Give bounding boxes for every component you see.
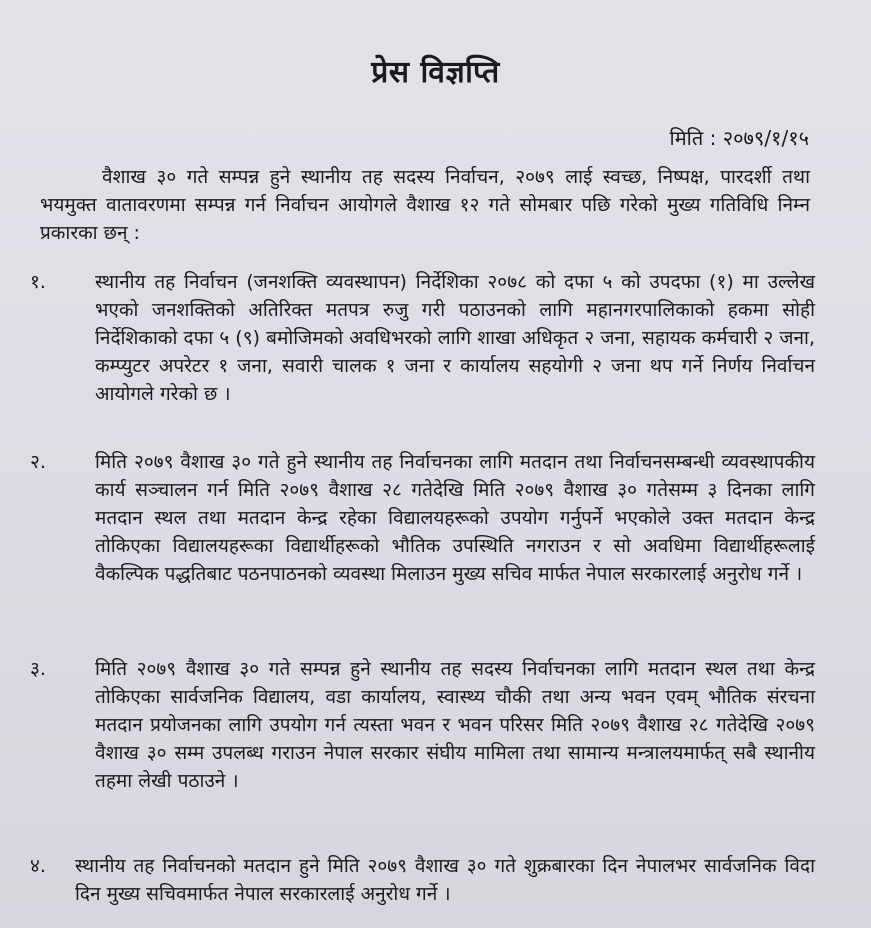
item-number: १.	[30, 271, 46, 293]
list-item	[30, 448, 815, 588]
item-text: स्थानीय तह निर्वाचनको मतदान हुने मिति २०७९ वैशाख ३० गते शुक्रबारका दिन नेपालभर सार्वजनिक विदा दिन मुख्य सचिवमार्फत नेपाल सरकारलाई अनुरोध गर्ने ।	[75, 855, 815, 905]
item-number: ४.	[30, 855, 46, 877]
document-title: प्रेस विज्ञप्ति	[371, 55, 500, 90]
list-item	[30, 268, 815, 408]
item-number: ३.	[30, 658, 46, 680]
item-text: स्थानीय तह निर्वाचन (जनशक्ति व्यवस्थापन) निर्देशिका २०७८ को दफा ५ को उपदफा (१) मा उल्लेख भएको जनशक्तिको अतिरिक्त मतपत्र रुजु गरी पठाउनको लागि महानगरपालिकाको हकमा सोही निर्देशिकाको दफा ५ (९) बमोजिमको अवधिभरको लागि शाखा अधिकृत २ जना, सहायक कर्मचारी २ जना, कम्प्युटर अपरेटर १ जना, सवारी चालक १ जना र कार्यालय सहयोगी २ जना थप गर्ने निर्णय निर्वाचन आयोगले गरेको छ ।	[95, 271, 815, 405]
item-text: मिति २०७९ वैशाख ३० गते सम्पन्न हुने स्थानीय तह सदस्य निर्वाचनका लागि मतदान स्थल तथा केन्द्र तोकिएका सार्वजनिक विद्यालय, वडा कार्यालय, स्वास्थ्य चौकी तथा अन्य भवन एवम् भौतिक संरचना मतदान प्रयोजनका लागि उपयोग गर्न त्यस्ता भवन र भवन परिसर मिति २०७९ वैशाख २८ गतेदेखि २०७९ वैशाख ३० सम्म उपलब्ध गराउन नेपाल सरकार संघीय मामिला तथा सामान्य मन्त्रालयमार्फत् सबै स्थानीय तहमा लेखी पठाउने ।	[95, 658, 815, 792]
intro-paragraph: वैशाख ३० गते सम्पन्न हुने स्थानीय तह सदस्य निर्वाचन, २०७९ लाई स्वच्छ, निष्पक्ष, पारदर्शी तथा भयमुक्त वातावरणमा सम्पन्न गर्न निर्वाचन आयोगले वैशाख १२ गते सोमबार पछि गरेको मुख्य गतिविधि निम्न प्रकारका छन् :	[40, 166, 810, 244]
item-number: २.	[30, 451, 46, 473]
document-date: मिति : २०७९/१/१५	[669, 126, 809, 150]
list-item	[30, 655, 815, 795]
list-item	[30, 852, 815, 908]
item-text: मिति २०७९ वैशाख ३० गते हुने स्थानीय तह निर्वाचनका लागि मतदान तथा निर्वाचनसम्बन्धी व्यवस्थापकीय कार्य सञ्चालन गर्न मिति २०७९ वैशाख २८ गतेदेखि मिति २०७९ वैशाख ३० गतेसम्म ३ दिनका लागि मतदान स्थल तथा मतदान केन्द्र रहेका विद्यालयहरूको उपयोग गर्नुपर्ने भएकोले उक्त मतदान केन्द्र तोकिएका विद्यालयहरूका विद्यार्थीहरूको भौतिक उपस्थिति नगराउन र सो अवधिमा विद्यार्थीहरूलाई वैकल्पिक पद्धतिबाट पठनपाठनको व्यवस्था मिलाउन मुख्य सचिव मार्फत नेपाल सरकारलाई अनुरोध गर्ने ।	[95, 451, 815, 585]
